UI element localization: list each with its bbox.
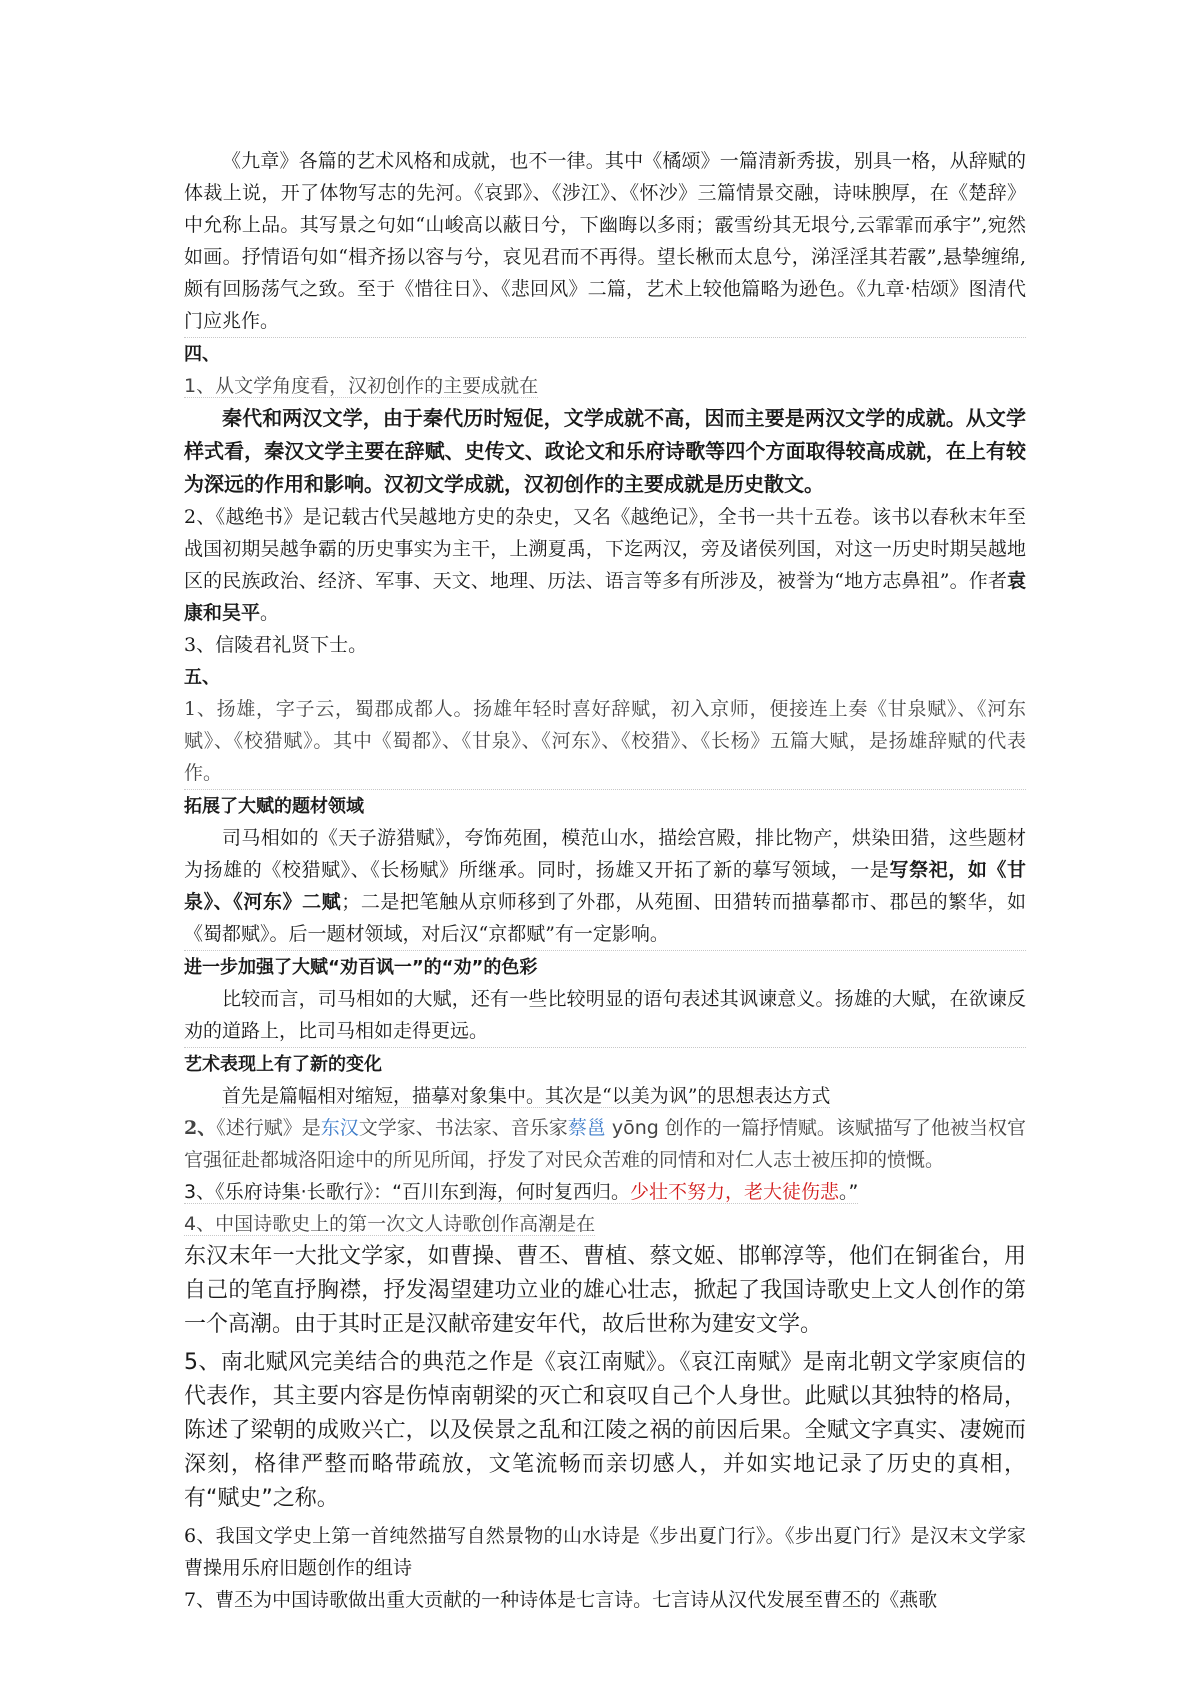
subsection-3-text: 首先是篇幅相对缩短，描摹对象集中。其次是“以美为讽”的思想表达方式 [222,1085,831,1107]
sec4-question-1-text: 1、从文学角度看，汉初创作的主要成就在 [184,375,539,397]
link-donghan[interactable]: 东汉 [320,1117,359,1139]
sec4-answer-1: 秦代和两汉文学，由于秦代历时短促，文学成就不高，因而主要是两汉文学的成就。从文学样式看，秦汉文学主要在辞赋、史传文、政论文和乐府诗歌等四个方面取得较高成就，在上有较为深远的作用和影响。汉初文学成就，汉初创作的主要成就是历史散文。 [184,406,1026,496]
paragraph-jiuzhang: 《九章》各篇的艺术风格和成就，也不一律。其中《橘颂》一篇清新秀拔，别具一格，从辞赋的体裁上说，开了体物写志的先河。《哀郢》、《涉江》、《怀沙》三篇情景交融，诗味腴厚，在《楚辞》中允称上品。其写景之句如“山峻高以蔽日兮，下幽晦以多雨；霰雪纷其无垠兮,云霏霏而承宇”,宛然如画。抒情语句如“楫齐扬以容与兮，哀见君而不再得。望长楸而太息兮，涕淫淫其若霰”,悬挚缠绵,颇有回肠荡气之致。至于《惜往日》、《悲回风》二篇，艺术上较他篇略为逊色。《九章·桔颂》图清代门应兆作。 [184,145,1026,338]
question-7: 7、曹丕为中国诗歌做出重大贡献的一种诗体是七言诗。七言诗从汉代发展至曹丕的《燕歌 [184,1589,938,1611]
question-3-changgexing [184,1176,1026,1208]
sec5-question-1: 1、扬雄，字子云，蜀郡成都人。扬雄年轻时喜好辞赋，初入京师，便接连上奏《甘泉赋》、《河东赋》、《校猎赋》。其中《蜀都》、《甘泉》、《河东》、《校猎》、《长杨》五篇大赋，是扬雄辞赋的代表作。 [184,693,1026,790]
question-3-end: 。” [839,1181,859,1203]
answer-4: 东汉末年一大批文学家，如曹操、曹丕、曹植、蔡文姬、邯郸淳等，他们在铜雀台，用自己的笔直抒胸襟，抒发渴望建功立业的雄心壮志，掀起了我国诗歌史上文人创作的第一个高潮。由于其时正是汉献帝建安年代，故后世称为建安文学。 [184,1244,1026,1337]
question-5: 5、南北赋风完美结合的典范之作是《哀江南赋》。《哀江南赋》是南北朝文学家庾信的代表作，其主要内容是伤悼南朝梁的灭亡和哀叹自己个人身世。此赋以其独特的格局，陈述了梁朝的成败兴亡，以及侯景之乱和江陵之祸的前因后果。全赋文字真实、凄婉而深刻，格律严整而略带疏放，文笔流畅而亲切感人，并如实地记录了历史的真相，有“赋史”之称。 [184,1350,1026,1511]
section-five-heading: 五、 [184,667,220,688]
question-3-wrap [184,1181,858,1204]
question-6: 6、我国文学史上第一首纯然描写自然景物的山水诗是《步出夏门行》。《步出夏门行》是汉末文学家曹操用乐府旧题创作的组诗 [184,1525,1026,1579]
question-2-prefix: 2、 [184,1117,217,1139]
subsection-1-text-b: ；二是把笔触从京师移到了外郡，从苑囿、田猎转而描摹都市、郡邑的繁华，如《蜀都赋》。后一题材领域，对后汉“京都赋”有一定影响。 [184,891,1026,945]
question-2-rest: 创作的一篇抒情赋。该赋描写了他被当权官官强征赴都城洛阳途中的所见所闻，抒发了对民众苦难的同情和对仁人志士被压抑的愤慨。 [184,1117,1026,1171]
question-2-mid: 文学家、书法家、音乐家 [358,1117,568,1139]
question-3-red: 少壮不努力，老大徒伤悲 [629,1181,839,1203]
question-2-pinyin: yōng [605,1117,665,1139]
subsection-1-bold: 写祭祀，如《甘泉》、《河东》二赋 [184,859,1026,913]
question-4-text: 4、中国诗歌史上的第一次文人诗歌创作高潮是在 [184,1213,596,1235]
subsection-3-heading: 艺术表现上有了新的变化 [184,1054,382,1075]
sec4-question-2 [184,501,1026,629]
subsection-1-text-a: 司马相如的《天子游猎赋》，夸饰苑囿，模范山水，描绘宫殿，排比物产，烘染田猎，这些题材为扬雄的《校猎赋》、《长杨赋》所继承。同时，扬雄又开拓了新的摹写领域，一是 [184,827,1026,881]
sec4-question-2-author: 袁康和吴平 [184,570,1026,624]
link-caiyong[interactable]: 蔡邕 [567,1117,606,1139]
subsection-1-heading: 拓展了大赋的题材领域 [184,796,364,817]
sec4-question-2-end: 。 [260,602,280,624]
sec4-question-3: 3、信陵君礼贤下士。 [184,634,368,656]
section-four-heading: 四、 [184,344,220,365]
subsection-1-paragraph [184,822,1026,951]
sec4-question-2-text: 2、《越绝书》是记载古代吴越地方史的杂史，又名《越绝记》，全书一共十五卷。该书以春秋末年至战国初期吴越争霸的历史事实为主干，上溯夏禹，下迄两汉，旁及诸侯列国，对这一历史时期吴越地区的民族政治、经济、军事、天文、地理、历法、语言等多有所涉及，被誉为“地方志鼻祖”。作者 [184,506,1026,592]
subsection-2-paragraph: 比较而言，司马相如的大赋，还有一些比较明显的语句表述其讽谏意义。扬雄的大赋，在欲谏反劝的道路上，比司马相如走得更远。 [184,983,1026,1048]
question-4 [184,1208,1026,1240]
question-3-text: 3、《乐府诗集·长歌行》：“百川东到海，何时复西归。 [184,1181,630,1203]
question-2-title: 《述行赋》是 [216,1117,321,1139]
subsection-2-heading: 进一步加强了大赋“劝百讽一”的“劝”的色彩 [184,957,538,978]
subsection-3-paragraph [184,1080,1026,1112]
document-body [184,145,1026,1616]
question-2-shuxingfu [184,1112,1026,1176]
sec4-question-1 [184,370,1026,402]
